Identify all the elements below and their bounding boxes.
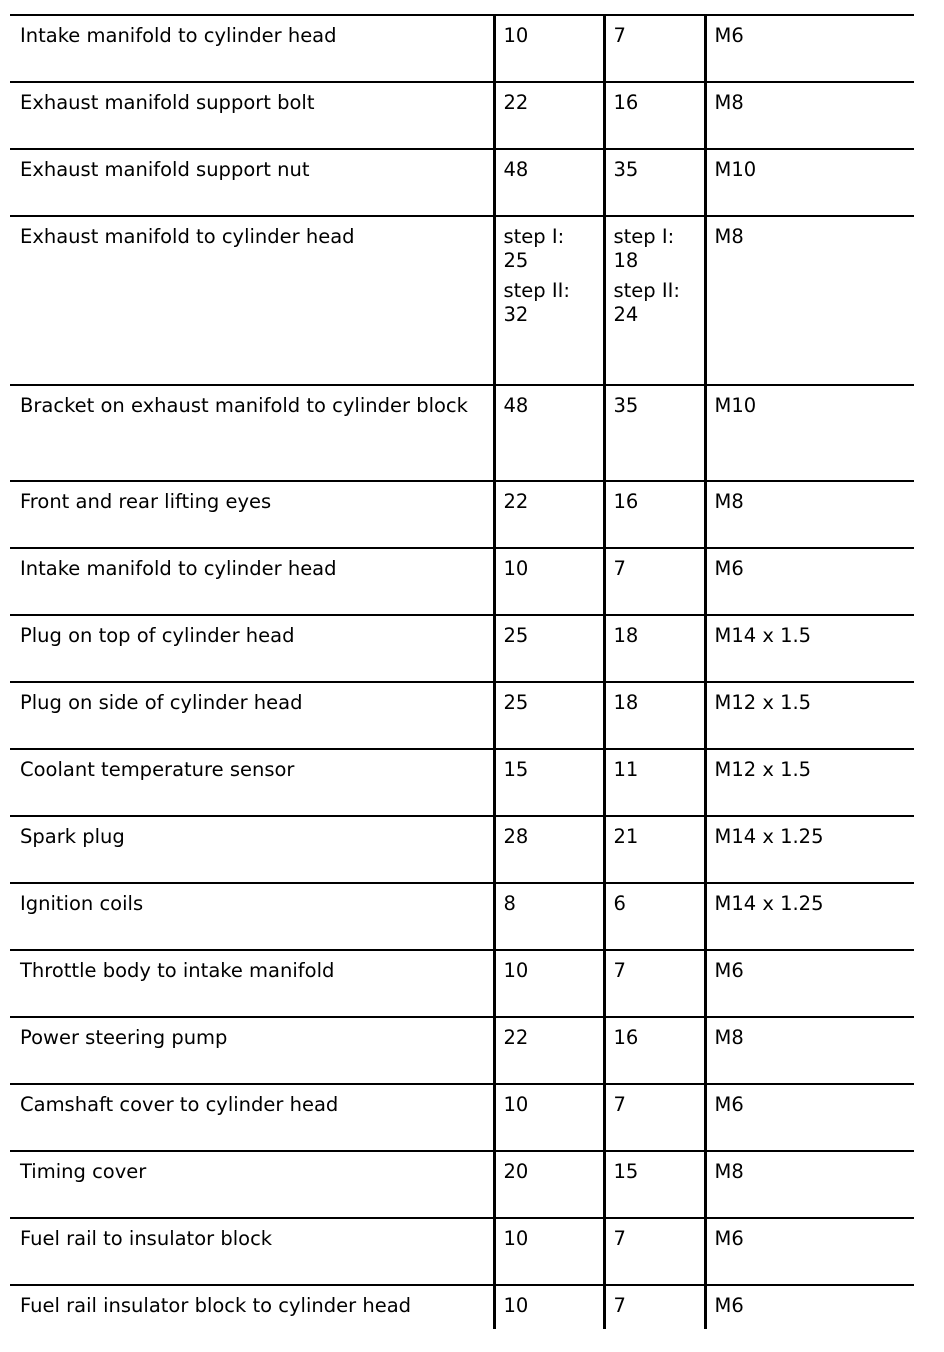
torque-nm-value: 10 — [503, 24, 529, 47]
torque-lbft-cell — [604, 15, 705, 82]
torque-nm-cell — [494, 950, 604, 1017]
thread-size-cell — [705, 1218, 914, 1285]
thread-size-value: M14 x 1.5 — [714, 624, 812, 647]
torque-lbft-value: 18 — [613, 691, 639, 714]
thread-size-cell — [705, 816, 914, 883]
torque-step — [504, 279, 595, 327]
component-name: Intake manifold to cylinder head — [20, 557, 337, 580]
component-name: Fuel rail insulator block to cylinder head — [20, 1294, 412, 1317]
thread-size-cell — [705, 1151, 914, 1218]
thread-size-value: M6 — [714, 1093, 744, 1116]
torque-lbft-cell — [604, 548, 705, 615]
torque-nm-cell — [494, 481, 604, 548]
step-label: step II: — [503, 279, 570, 302]
thread-size-cell — [705, 15, 914, 82]
torque-lbft-value: 7 — [613, 24, 626, 47]
thread-size-cell — [705, 1017, 914, 1084]
torque-nm-value: 28 — [503, 825, 529, 848]
thread-size-value: M8 — [714, 490, 744, 513]
thread-size-cell — [705, 950, 914, 1017]
table-row — [10, 481, 914, 548]
component-name: Camshaft cover to cylinder head — [20, 1093, 339, 1116]
torque-nm-cell — [494, 749, 604, 816]
step-value: 32 — [503, 303, 529, 326]
component-cell — [10, 216, 494, 385]
torque-nm-cell — [494, 1084, 604, 1151]
torque-nm-cell — [494, 82, 604, 149]
torque-nm-cell — [494, 385, 604, 481]
torque-nm-value: 48 — [503, 394, 529, 417]
table-row — [10, 82, 914, 149]
thread-size-value: M6 — [714, 1227, 744, 1250]
thread-size-value: M14 x 1.25 — [714, 892, 824, 915]
torque-lbft-value: 16 — [613, 1026, 639, 1049]
torque-lbft-value: 7 — [613, 557, 626, 580]
thread-size-cell — [705, 216, 914, 385]
table-row — [10, 883, 914, 950]
component-cell — [10, 749, 494, 816]
component-name: Intake manifold to cylinder head — [20, 24, 337, 47]
torque-table-body — [10, 15, 914, 1329]
torque-lbft-cell — [604, 950, 705, 1017]
component-cell — [10, 481, 494, 548]
thread-size-value: M8 — [714, 1026, 744, 1049]
component-name: Plug on side of cylinder head — [20, 691, 303, 714]
component-cell — [10, 1084, 494, 1151]
component-cell — [10, 82, 494, 149]
torque-spec-table — [10, 14, 914, 1329]
table-row — [10, 149, 914, 216]
torque-lbft-value: 35 — [613, 158, 639, 181]
torque-nm-value: 10 — [503, 1093, 529, 1116]
component-name: Exhaust manifold support bolt — [20, 91, 315, 114]
torque-lbft-cell — [604, 816, 705, 883]
torque-nm-cell — [494, 615, 604, 682]
table-row — [10, 1218, 914, 1285]
torque-nm-value: 10 — [503, 959, 529, 982]
component-cell — [10, 385, 494, 481]
component-cell — [10, 615, 494, 682]
component-name: Power steering pump — [20, 1026, 228, 1049]
torque-nm-cell — [494, 1285, 604, 1329]
component-name: Spark plug — [20, 825, 125, 848]
thread-size-cell — [705, 149, 914, 216]
torque-nm-value: 10 — [503, 1227, 529, 1250]
torque-nm-value: 10 — [503, 1294, 529, 1317]
torque-nm-value: 20 — [503, 1160, 529, 1183]
component-cell — [10, 1218, 494, 1285]
thread-size-value: M12 x 1.5 — [714, 758, 812, 781]
thread-size-value: M6 — [714, 1294, 744, 1317]
table-row — [10, 1285, 914, 1329]
component-name: Bracket on exhaust manifold to cylinder block — [20, 394, 468, 417]
thread-size-cell — [705, 749, 914, 816]
table-row — [10, 682, 914, 749]
torque-nm-cell — [494, 15, 604, 82]
torque-lbft-value: 7 — [613, 1294, 626, 1317]
step-label: step I: — [613, 225, 675, 248]
torque-nm-cell — [494, 682, 604, 749]
thread-size-value: M8 — [714, 225, 744, 248]
component-name: Plug on top of cylinder head — [20, 624, 295, 647]
torque-lbft-value: 18 — [613, 624, 639, 647]
torque-nm-cell — [494, 1218, 604, 1285]
thread-size-value: M6 — [714, 557, 744, 580]
torque-lbft-value: 35 — [613, 394, 639, 417]
thread-size-value: M6 — [714, 24, 744, 47]
component-cell — [10, 15, 494, 82]
thread-size-value: M8 — [714, 1160, 744, 1183]
torque-nm-value: 8 — [503, 892, 516, 915]
torque-nm-value: 25 — [503, 624, 529, 647]
torque-nm-cell — [494, 816, 604, 883]
torque-lbft-cell — [604, 1017, 705, 1084]
torque-nm-cell — [494, 1151, 604, 1218]
component-name: Throttle body to intake manifold — [20, 959, 335, 982]
torque-lbft-cell — [604, 1084, 705, 1151]
component-cell — [10, 548, 494, 615]
torque-lbft-cell — [604, 1285, 705, 1329]
torque-lbft-value: 6 — [613, 892, 626, 915]
torque-lbft-value: 7 — [613, 959, 626, 982]
step-value: 24 — [613, 303, 639, 326]
table-row — [10, 1017, 914, 1084]
torque-lbft-cell — [604, 82, 705, 149]
component-name: Ignition coils — [20, 892, 144, 915]
table-row — [10, 1151, 914, 1218]
torque-lbft-cell — [604, 615, 705, 682]
table-row — [10, 1084, 914, 1151]
thread-size-value: M12 x 1.5 — [714, 691, 812, 714]
torque-lbft-value: 16 — [613, 91, 639, 114]
thread-size-cell — [705, 1285, 914, 1329]
torque-lbft-cell — [604, 883, 705, 950]
torque-lbft-value: 15 — [613, 1160, 639, 1183]
component-cell — [10, 950, 494, 1017]
component-cell — [10, 1285, 494, 1329]
torque-lbft-cell — [604, 749, 705, 816]
thread-size-value: M14 x 1.25 — [714, 825, 824, 848]
torque-lbft-cell — [604, 682, 705, 749]
component-cell — [10, 816, 494, 883]
torque-step — [614, 225, 696, 273]
torque-nm-value: 15 — [503, 758, 529, 781]
thread-size-value: M8 — [714, 91, 744, 114]
torque-lbft-cell — [604, 216, 705, 385]
component-cell — [10, 883, 494, 950]
torque-lbft-cell — [604, 149, 705, 216]
step-value: 18 — [613, 249, 639, 272]
torque-lbft-value: 7 — [613, 1227, 626, 1250]
torque-lbft-value: 11 — [613, 758, 639, 781]
torque-nm-value: 22 — [503, 1026, 529, 1049]
table-row — [10, 15, 914, 82]
component-cell — [10, 149, 494, 216]
component-cell — [10, 682, 494, 749]
table-row — [10, 385, 914, 481]
thread-size-value: M6 — [714, 959, 744, 982]
torque-lbft-value: 7 — [613, 1093, 626, 1116]
torque-nm-value: 22 — [503, 91, 529, 114]
component-cell — [10, 1017, 494, 1084]
torque-step — [504, 225, 595, 273]
step-label: step I: — [503, 225, 565, 248]
torque-nm-cell — [494, 548, 604, 615]
torque-lbft-cell — [604, 481, 705, 548]
step-label: step II: — [613, 279, 680, 302]
torque-lbft-cell — [604, 1151, 705, 1218]
torque-lbft-cell — [604, 385, 705, 481]
torque-nm-value: 10 — [503, 557, 529, 580]
thread-size-cell — [705, 682, 914, 749]
thread-size-cell — [705, 615, 914, 682]
torque-step — [614, 279, 696, 327]
component-name: Coolant temperature sensor — [20, 758, 295, 781]
table-row — [10, 749, 914, 816]
torque-lbft-cell — [604, 1218, 705, 1285]
component-name: Exhaust manifold support nut — [20, 158, 310, 181]
thread-size-cell — [705, 1084, 914, 1151]
step-value: 25 — [503, 249, 529, 272]
torque-nm-cell — [494, 216, 604, 385]
thread-size-cell — [705, 82, 914, 149]
table-row — [10, 548, 914, 615]
table-row — [10, 950, 914, 1017]
torque-nm-cell — [494, 883, 604, 950]
thread-size-value: M10 — [714, 158, 757, 181]
table-row — [10, 615, 914, 682]
component-name: Timing cover — [20, 1160, 147, 1183]
component-name: Exhaust manifold to cylinder head — [20, 225, 355, 248]
component-cell — [10, 1151, 494, 1218]
torque-nm-value: 48 — [503, 158, 529, 181]
torque-lbft-value: 21 — [613, 825, 639, 848]
torque-nm-cell — [494, 149, 604, 216]
torque-lbft-value: 16 — [613, 490, 639, 513]
torque-nm-value: 25 — [503, 691, 529, 714]
table-row — [10, 216, 914, 385]
thread-size-value: M10 — [714, 394, 757, 417]
thread-size-cell — [705, 481, 914, 548]
table-row — [10, 816, 914, 883]
torque-nm-value: 22 — [503, 490, 529, 513]
thread-size-cell — [705, 385, 914, 481]
torque-nm-cell — [494, 1017, 604, 1084]
component-name: Front and rear lifting eyes — [20, 490, 272, 513]
component-name: Fuel rail to insulator block — [20, 1227, 273, 1250]
thread-size-cell — [705, 883, 914, 950]
thread-size-cell — [705, 548, 914, 615]
